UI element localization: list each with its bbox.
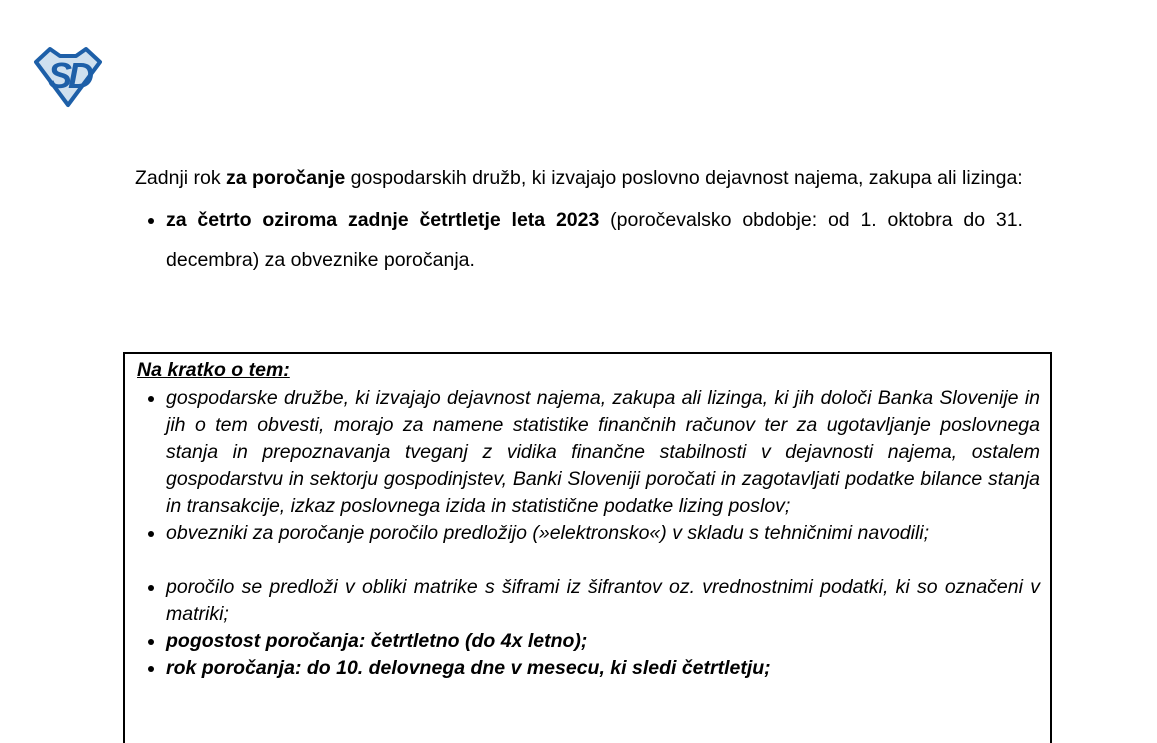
summary-item-deadline: • rok poročanja: do 10. delovnega dne v mesecu, ki sledi četrtletju; xyxy=(166,655,1040,682)
deadline-bullet-item xyxy=(166,200,1023,280)
intro-text-after: gospodarskih družb, ki izvajajo poslovno dejavnost najema, zakupa ali lizinga: xyxy=(345,167,1023,189)
deadline-bullet-list xyxy=(135,200,1023,280)
summary-item-matrix-format: • poročilo se predloži v obliki matrike s šiframi iz šifrantov oz. vrednostnimi podatki, ki so označeni v matriki; xyxy=(166,574,1040,628)
intro-text-before: Zadnji rok xyxy=(135,167,227,189)
document-body xyxy=(135,158,1023,280)
intro-text-bold: za poročanje xyxy=(226,167,346,189)
summary-bullet-list xyxy=(137,385,1040,682)
intro-paragraph xyxy=(135,158,1023,198)
sd-logo xyxy=(33,45,103,108)
deadline-rest-text: (poročevalsko obdobje: od 1. oktobra do 31. decembra) za obveznike poročanja. xyxy=(166,209,1023,271)
sd-logo-initials: SD xyxy=(47,55,91,96)
sd-logo-icon xyxy=(33,45,103,108)
summary-item-electronic-submission: • obvezniki za poročanje poročilo predložijo (»elektronsko«) v skladu s tehničnimi navodili; xyxy=(166,520,1040,547)
summary-item-frequency: • pogostost poročanja: četrtletno (do 4x letno); xyxy=(166,628,1040,655)
deadline-bold-text: za četrto oziroma zadnje četrtletje leta 2023 xyxy=(166,209,600,231)
summary-box xyxy=(123,352,1052,743)
summary-box-title: Na kratko o tem: xyxy=(137,359,290,381)
summary-item-obligations: • gospodarske družbe, ki izvajajo dejavnost najema, zakupa ali lizinga, ki jih določi Banka Slovenije in jih o tem obvesti, morajo za namene statistike finančnih računov ter za ugotavljanje poslovnega stanja in prepoznavanja tveganj z vidika finančne stabilnosti v dejavnosti najema, ostalem gospodarstvu in sektorju gospodinjstev, Banki Sloveniji poročati in zagotavljati podatke bilance stanja in transakcije, izkaz poslovnega izida in statistične podatke lizing poslov; xyxy=(166,385,1040,520)
